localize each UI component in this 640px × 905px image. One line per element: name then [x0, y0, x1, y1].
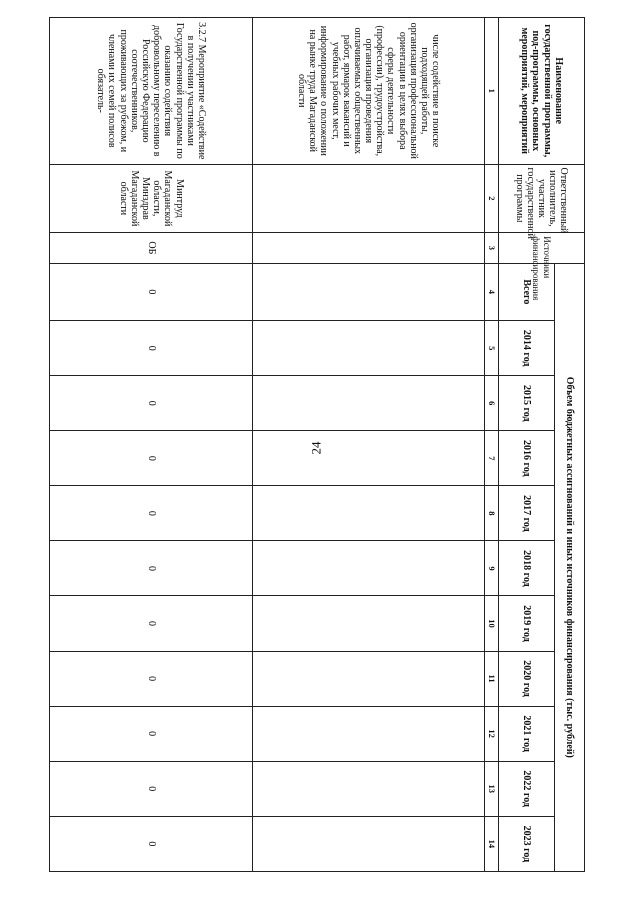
header-year-2015: 2015 год [499, 376, 555, 431]
table-row [253, 18, 485, 872]
column-number: 11 [485, 651, 499, 706]
table-row [50, 18, 253, 872]
header-year-2019: 2019 год [499, 596, 555, 651]
column-number: 10 [485, 596, 499, 651]
row2-value-2023: 0 [50, 816, 253, 871]
header-year-2020: 2020 год [499, 651, 555, 706]
header-volume-group: Объем бюджетных ассигнований и иных источников финансирования (тыс. рублей) [555, 263, 585, 871]
row1-executor [253, 164, 485, 233]
header-source: Источники финансирования [499, 233, 585, 263]
header-year-2014: 2014 год [499, 321, 555, 376]
column-number: 4 [485, 263, 499, 321]
row1-source [253, 233, 485, 263]
column-number-row [485, 18, 499, 872]
row1-name: числе содействие в поиске подходящей работы, организация профессиональной ориентации в целях выбора сферы деятельности (профессии), трудоустройства, организация проведения оплачиваемых общественных работ, ярмарок вакансий и учебных рабочих мест, информирование о положении на рынке труда Магаданской области [253, 18, 485, 165]
row2-total: 0 [50, 263, 253, 321]
header-executor: Ответственный исполнитель, участник государственной программы [499, 164, 585, 233]
column-number: 7 [485, 431, 499, 486]
row2-value-2021: 0 [50, 706, 253, 761]
row2-name: 3.2.7 Мероприятие «Содействие в получении участниками Государственной программы по оказанию содействия добровольному переселению в Российскую Федерацию соотечественников, проживающих за рубежом, и членами их семей полисов обязатель- [50, 18, 253, 165]
header-total: Всего [499, 263, 555, 321]
row2-value-2014: 0 [50, 321, 253, 376]
page-number: 24 [308, 441, 324, 455]
row2-executor: Минтруд Магаданской области, Минздрав Магаданской области [50, 164, 253, 233]
financing-table [53, 17, 585, 872]
column-number: 9 [485, 541, 499, 596]
row2-value-2020: 0 [50, 651, 253, 706]
column-number: 13 [485, 761, 499, 816]
column-number: 14 [485, 816, 499, 871]
row2-value-2018: 0 [50, 541, 253, 596]
header-year-2023: 2023 год [499, 816, 555, 871]
header-year-2017: 2017 год [499, 486, 555, 541]
column-number: 3 [485, 233, 499, 263]
header-year-2022: 2022 год [499, 761, 555, 816]
row2-value-2017: 0 [50, 486, 253, 541]
header-name: Наименование государственной программы, под-программы, основных мероприятий, мероприятий [499, 18, 585, 165]
header-year-2016: 2016 год [499, 431, 555, 486]
column-number: 12 [485, 706, 499, 761]
column-number: 2 [485, 164, 499, 233]
column-number: 5 [485, 321, 499, 376]
row1-total [253, 263, 485, 321]
column-number: 8 [485, 486, 499, 541]
row2-value-2022: 0 [50, 761, 253, 816]
column-number: 1 [485, 18, 499, 165]
row2-value-2019: 0 [50, 596, 253, 651]
header-year-2021: 2021 год [499, 706, 555, 761]
row2-value-2015: 0 [50, 376, 253, 431]
header-year-2018: 2018 год [499, 541, 555, 596]
row2-value-2016: 0 [50, 431, 253, 486]
column-number: 6 [485, 376, 499, 431]
row2-source: ОБ [50, 233, 253, 263]
